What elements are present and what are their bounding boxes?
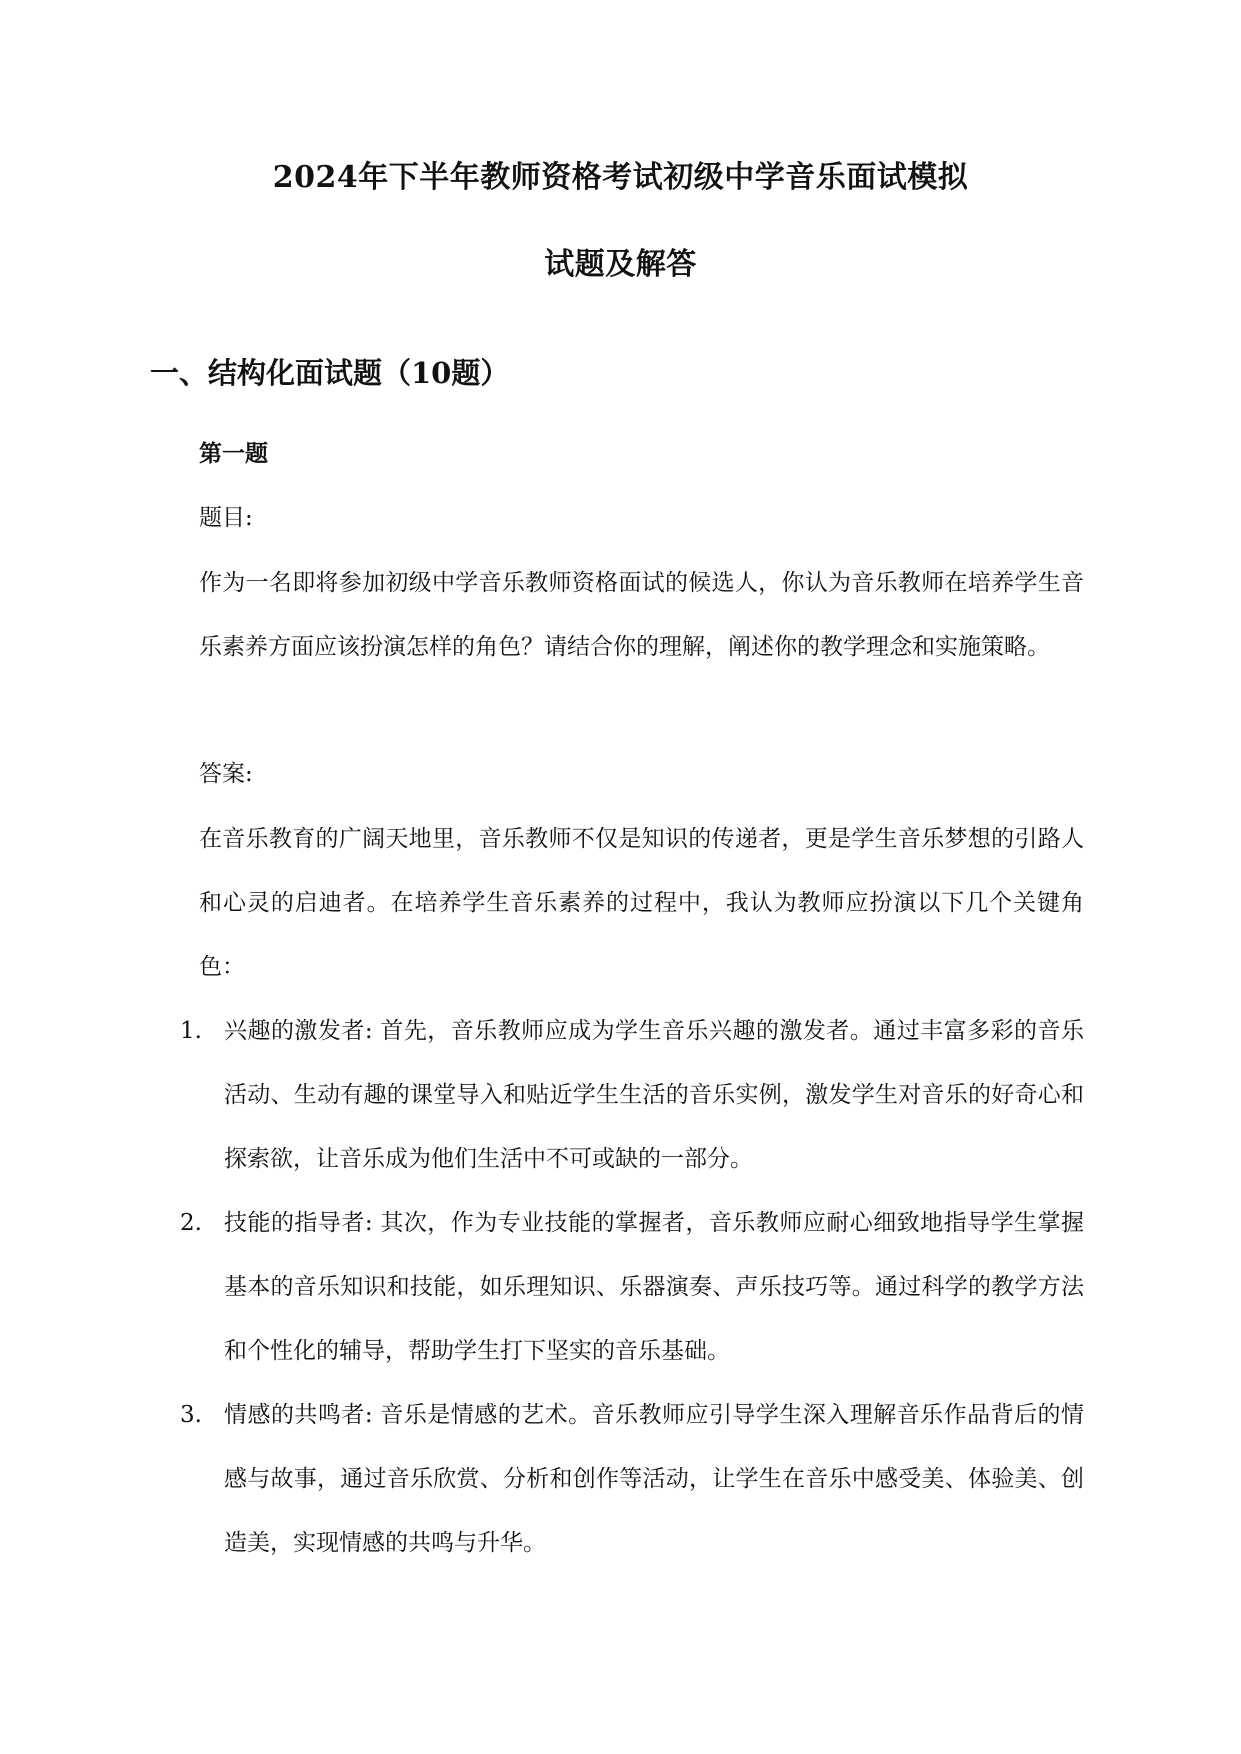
answer-points-list [180,999,1084,1575]
answer-point-2 [180,1191,1084,1383]
list-number: 3. [180,1402,202,1428]
answer-intro: 在音乐教育的广阔天地里，音乐教师不仅是知识的传递者，更是学生音乐梦想的引路人和心灵的启迪者。在培养学生音乐素养的过程中，我认为教师应扮演以下几个关键角色： [199,826,1084,980]
answer-point-text: 情感的共鸣者: 音乐是情感的艺术。音乐教师应引导学生深入理解音乐作品背后的情感与故事，通过音乐欣赏、分析和创作等活动，让学生在音乐中感受美、体验美、创造美，实现情感的共鸣与升华。 [224,1402,1084,1556]
answer-point-3 [180,1383,1084,1575]
answer-label: 答案: [199,761,253,787]
answer-point-text: 兴趣的激发者: 首先，音乐教师应成为学生音乐兴趣的激发者。通过丰富多彩的音乐活动、生动有趣的课堂导入和贴近学生生活的音乐实例，激发学生对音乐的好奇心和探索欲，让音乐成为他们生活中不可或缺的一部分。 [224,1018,1084,1172]
document-title-line-1: 2024年下半年教师资格考试初级中学音乐面试模拟 [272,160,969,195]
answer-point-1 [180,999,1084,1191]
list-number: 2. [180,1210,202,1236]
question-text: 作为一名即将参加初级中学音乐教师资格面试的候选人，你认为音乐教师在培养学生音乐素养方面应该扮演怎样的角色？请结合你的理解，阐述你的教学理念和实施策略。 [199,570,1084,660]
list-number: 1. [180,1018,202,1044]
section-heading: 一、结构化面试题（10题） [150,356,510,390]
question-label: 题目: [199,505,253,531]
answer-point-text: 技能的指导者: 其次，作为专业技能的掌握者，音乐教师应耐心细致地指导学生掌握基本的音乐知识和技能，如乐理知识、乐器演奏、声乐技巧等。通过科学的教学方法和个性化的辅导，帮助学生打下坚实的音乐基础。 [224,1210,1084,1364]
question-heading: 第一题 [199,440,268,467]
document-title-line-2: 试题及解答 [544,247,697,282]
